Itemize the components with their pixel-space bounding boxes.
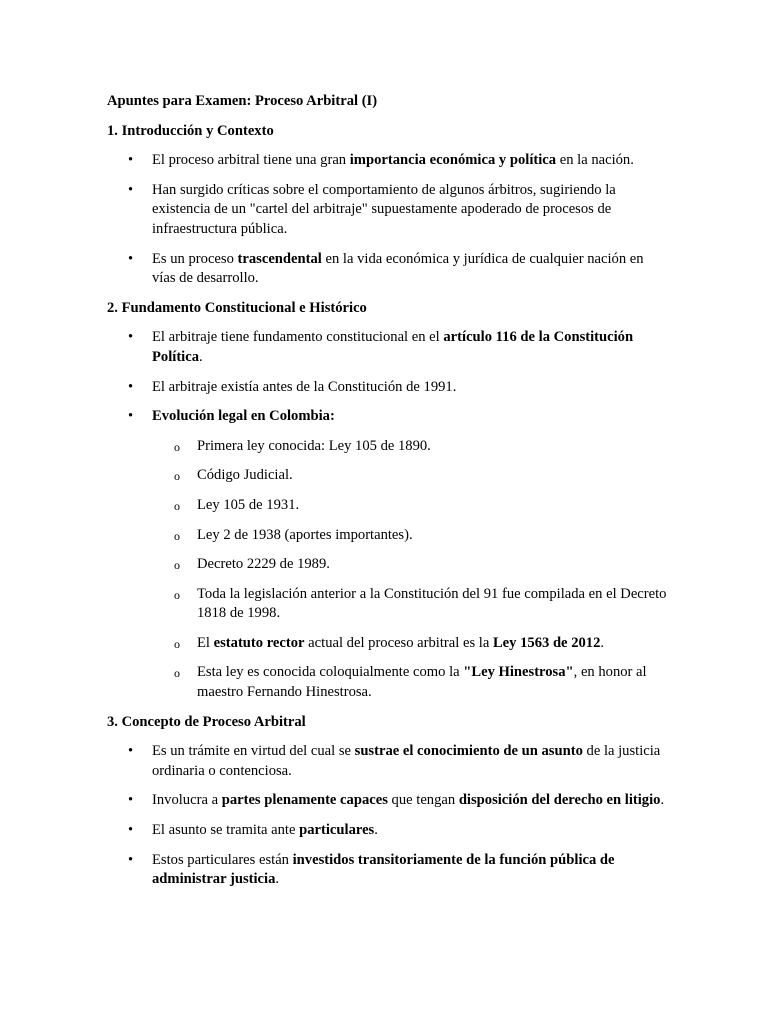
text-run: Es un trámite en virtud del cual se (152, 743, 355, 760)
text-run: en la vida económica y jurídica de cualquier nación en vías de desarrollo. (152, 250, 644, 287)
list-item (107, 328, 667, 367)
text-run: Estos particulares están (152, 851, 293, 868)
sub-list-item (152, 526, 667, 546)
list-item (107, 742, 667, 781)
sub-list-item (152, 496, 667, 516)
section-heading-2: 2. Fundamento Constitucional e Histórico (107, 299, 367, 316)
text-run: . (199, 348, 203, 365)
sub-list-item (152, 555, 667, 575)
sub-list-item (152, 585, 667, 624)
text-run: Esta ley es conocida coloquialmente como la (197, 664, 464, 681)
text-run: Código Judicial. (197, 467, 293, 484)
document-content (107, 92, 667, 900)
text-run: , en honor al maestro Fernando Hinestrosa. (197, 664, 647, 701)
text-run: Ley 105 de 1931. (197, 496, 300, 513)
text-run: Involucra a (152, 792, 222, 809)
text-run: El (197, 634, 214, 651)
text-run: Toda la legislación anterior a la Constitución del 91 fue compilada en el Decreto 1818 de 1998. (197, 585, 667, 622)
list-item-evolucion-legal (107, 407, 667, 703)
text-run: Primera ley conocida: Ley 105 de 1890. (197, 437, 431, 454)
text-run: El arbitraje tiene fundamento constitucional en el (152, 329, 444, 346)
bold-text: partes plenamente capaces (221, 792, 388, 809)
list-item (107, 851, 667, 890)
text-run: . (275, 871, 280, 888)
list-item (107, 791, 667, 811)
text-run: El asunto se tramita ante (152, 822, 300, 839)
list-item (107, 151, 667, 171)
bold-text: "Ley Hinestrosa" (463, 664, 574, 681)
text-run: actual del proceso arbitral es la (304, 634, 493, 651)
text-run: . (600, 634, 605, 651)
bold-text: Evolución legal en Colombia: (152, 408, 335, 425)
bold-text: disposición del derecho en litigio (458, 792, 661, 809)
text-run: que tengan (387, 792, 459, 809)
list-item (107, 181, 667, 240)
bold-text: sustrae el conocimiento de un asunto (354, 743, 583, 760)
text-run: en la nación. (556, 152, 634, 169)
bold-text: estatuto rector (213, 634, 305, 651)
sub-list-item (152, 663, 667, 702)
text-run: Es un proceso (152, 250, 238, 267)
section-heading-1: 1. Introducción y Contexto (107, 122, 274, 139)
text-run: de la justicia ordinaria o contenciosa. (152, 743, 661, 779)
list-item (107, 378, 667, 398)
bold-text: trascendental (237, 250, 322, 267)
evolucion-legal-sublist (152, 437, 667, 703)
text-run: El arbitraje existía antes de la Constitución de 1991. (152, 378, 457, 395)
text-run: Han surgido críticas sobre el comportamiento de algunos árbitros, sugiriendo la existencia de un "cartel del arbitraje" supuestamente apoderado de procesos de infraestructura pública. (152, 181, 616, 237)
section-heading-3: 3. Concepto de Proceso Arbitral (107, 713, 306, 730)
sub-list-item (152, 466, 667, 486)
text-run: El proceso arbitral tiene una gran (152, 152, 350, 169)
text-run: . (374, 822, 378, 839)
bold-text: artículo 116 de la Constitución Política (152, 329, 634, 365)
bold-text: investidos transitoriamente de la función pública de administrar justicia (152, 851, 615, 888)
section-3-list (107, 742, 667, 890)
section-1-list (107, 151, 667, 289)
text-run: Ley 2 de 1938 (aportes importantes). (197, 526, 413, 543)
sub-list-item (152, 634, 667, 654)
sub-list-item (152, 437, 667, 457)
bold-text: importancia económica y política (349, 152, 557, 169)
text-run: . (660, 792, 665, 809)
bold-text: particulares (299, 822, 375, 839)
section-2-list (107, 328, 667, 702)
document-title: Apuntes para Examen: Proceso Arbitral (I) (107, 93, 378, 109)
list-item (107, 250, 667, 289)
bold-text: Ley 1563 de 2012 (492, 634, 601, 651)
list-item (107, 821, 667, 841)
list-item-text (152, 408, 335, 424)
text-run: Decreto 2229 de 1989. (197, 556, 330, 573)
